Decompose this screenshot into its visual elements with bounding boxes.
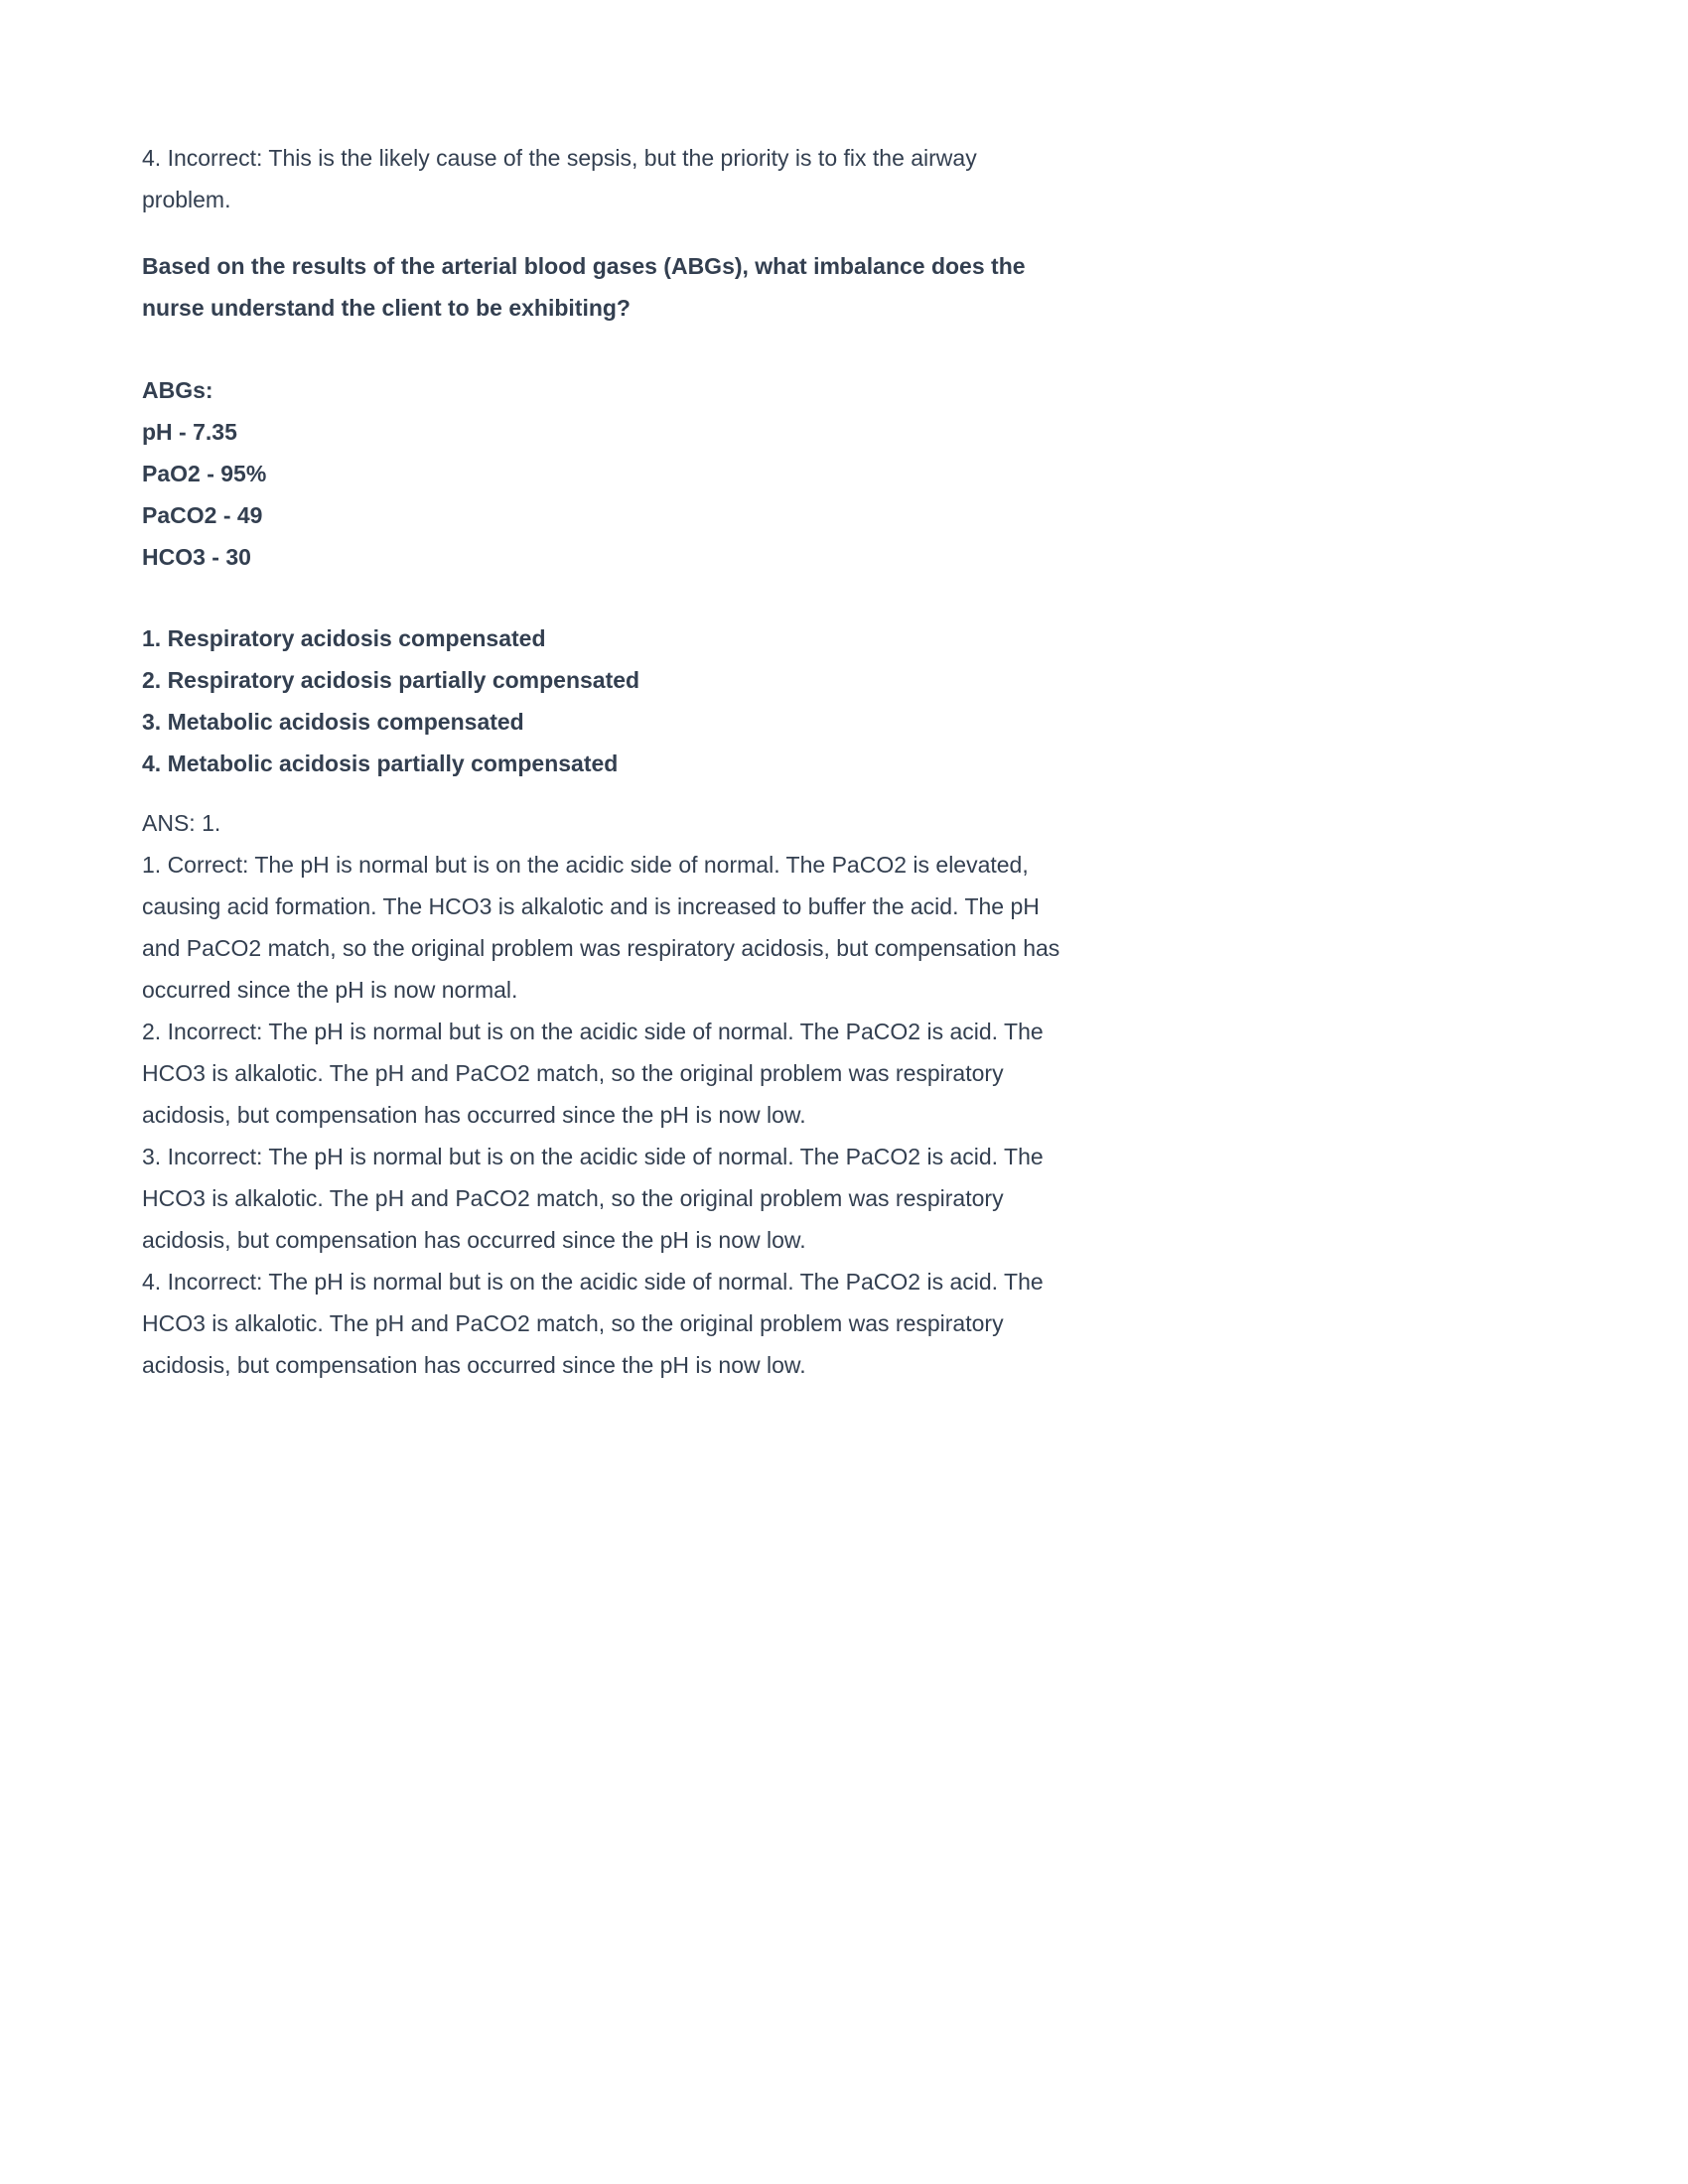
document-content [142, 137, 1070, 1386]
rationale-option-2: 2. Incorrect: The pH is normal but is on the acidic side of normal. The PaCO2 is acid. The HCO3 is alkalotic. The pH and PaCO2 match, so the original problem was respiratory acidosis, but compensation has occurred since the pH is now low. [142, 1019, 1044, 1128]
answer-line: ANS: 1. [142, 810, 221, 836]
abg-value-paco2: PaCO2 - 49 [142, 502, 263, 528]
rationale-option-4: 4. Incorrect: The pH is normal but is on the acidic side of normal. The PaCO2 is acid. The HCO3 is alkalotic. The pH and PaCO2 match, so the original problem was respiratory acidosis, but compensation has occurred since the pH is now low. [142, 1269, 1044, 1378]
abg-block [142, 369, 1070, 578]
option-1: 1. Respiratory acidosis compensated [142, 625, 546, 651]
option-2: 2. Respiratory acidosis partially compensated [142, 667, 640, 693]
abg-title: ABGs: [142, 377, 213, 403]
option-4: 4. Metabolic acidosis partially compensated [142, 751, 619, 776]
options-block [142, 617, 1070, 784]
option-3: 3. Metabolic acidosis compensated [142, 709, 524, 735]
question-text: Based on the results of the arterial blood gases (ABGs), what imbalance does the nurse understand the client to be exhibiting? [142, 253, 1026, 321]
abg-value-pao2: PaO2 - 95% [142, 461, 267, 486]
abg-value-ph: pH - 7.35 [142, 419, 237, 445]
rationale-block [142, 802, 1070, 1386]
abg-value-hco3: HCO3 - 30 [142, 544, 251, 570]
rationale-option-3: 3. Incorrect: The pH is normal but is on the acidic side of normal. The PaCO2 is acid. The HCO3 is alkalotic. The pH and PaCO2 match, so the original problem was respiratory acidosis, but compensation has occurred since the pH is now low. [142, 1144, 1044, 1253]
rationale-option-1: 1. Correct: The pH is normal but is on the acidic side of normal. The PaCO2 is elevated, causing acid formation. The HCO3 is alkalotic and is increased to buffer the acid. The pH and PaCO2 match, so the original problem was respiratory acidosis, but compensation has occurred since the pH is now normal. [142, 852, 1060, 1003]
previous-rationale-text: 4. Incorrect: This is the likely cause of the sepsis, but the priority is to fix the airway problem. [142, 145, 977, 212]
